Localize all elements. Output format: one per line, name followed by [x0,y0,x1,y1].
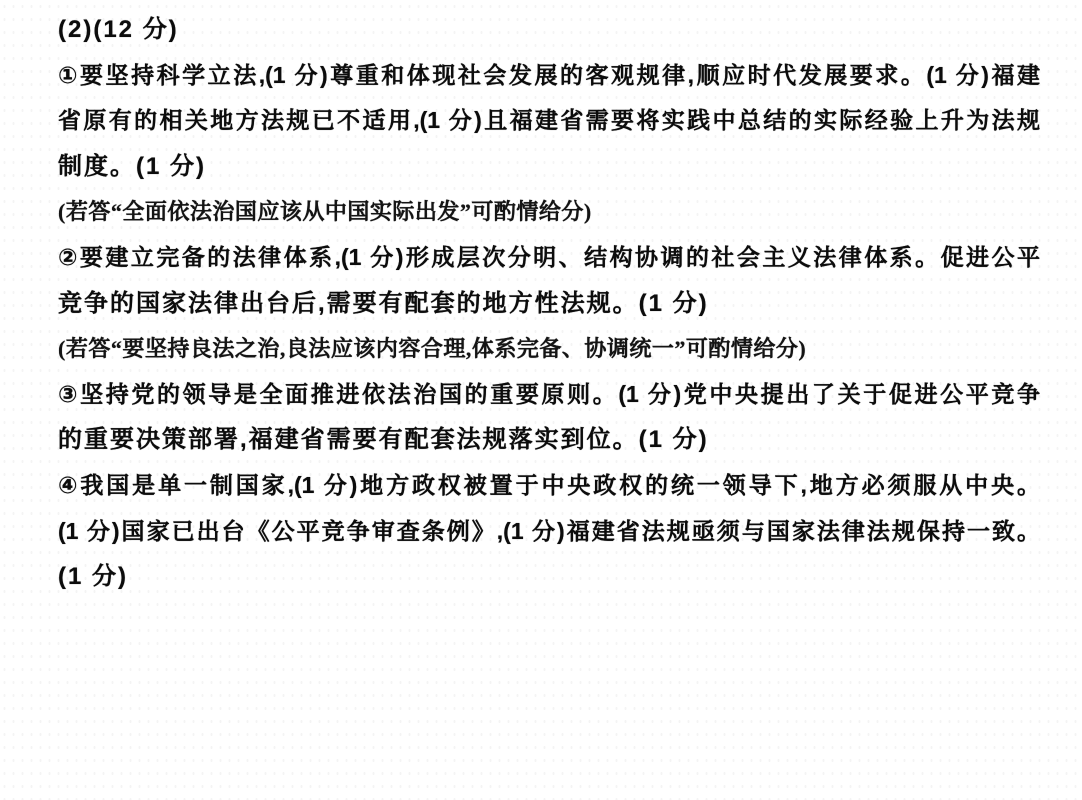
grading-note-line: (若答“全面依法治国应该从中国实际出发”可酌情给分) [58,199,592,225]
point-2-line: ②要建立完备的法律体系,(1 分)形成层次分明、结构协调的社会主义法律体系。促进公平 [58,243,1040,270]
grading-note-line: (若答“要坚持良法之治,良法应该内容合理,体系完备、协调统一”可酌情给分) [58,336,807,362]
point-2-line: 竞争的国家法律出台后,需要有配套的地方性法规。(1 分) [58,289,709,317]
point-4-line: (1 分)国家已出台《公平竞争审查条例》,(1 分)福建省法规亟须与国家法律法规保持一致。 [58,517,1040,544]
section-score-line: (2)(12 分) [58,16,179,43]
point-4-line: (1 分) [58,563,128,591]
point-4-line: ④我国是单一制国家,(1 分)地方政权被置于中央政权的统一领导下,地方必须服从中央。 [58,471,1040,498]
point-1-line: 省原有的相关地方法规已不适用,(1 分)且福建省需要将实践中总结的实际经验上升为法规 [58,107,1040,134]
point-3-line: 的重要决策部署,福建省需要有配套法规落实到位。(1 分) [58,426,709,454]
point-3-line: ③坚持党的领导是全面推进依法治国的重要原则。(1 分)党中央提出了关于促进公平竞争 [58,380,1040,407]
point-1-line: ①要坚持科学立法,(1 分)尊重和体现社会发展的客观规律,顺应时代发展要求。(1 分)福建 [58,61,1040,88]
point-1-line: 制度。(1 分) [58,152,206,180]
document-page [58,7,1040,600]
